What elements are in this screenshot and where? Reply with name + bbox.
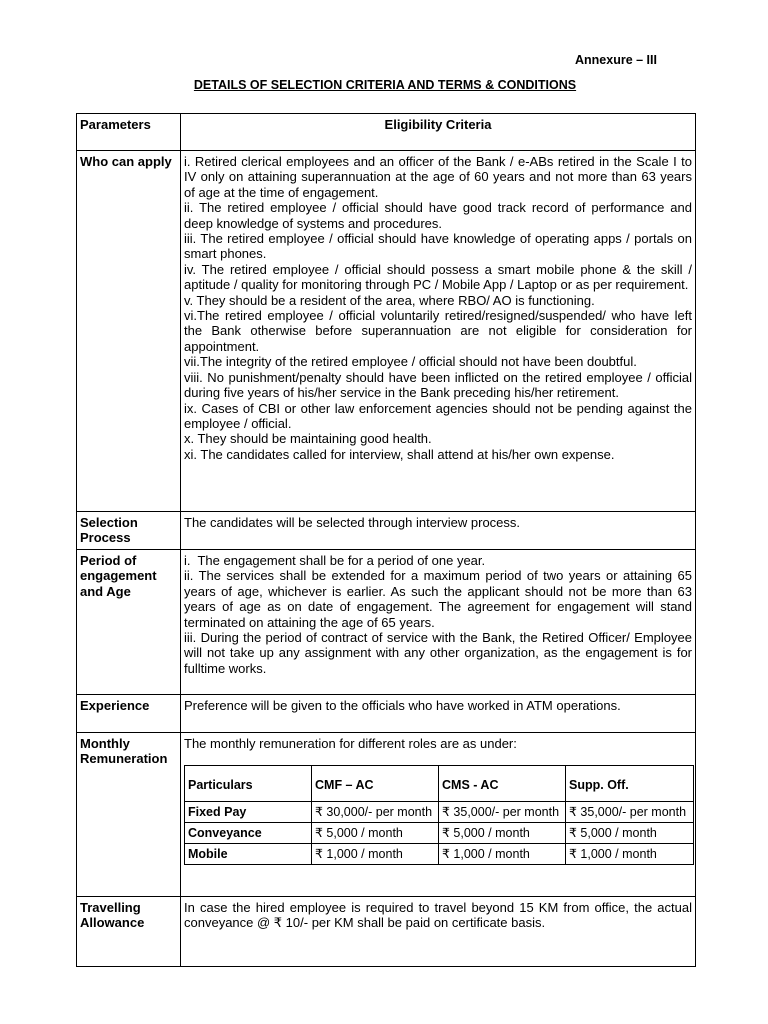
table-row: [185, 823, 694, 844]
cell: ₹ 5,000 / month: [566, 823, 694, 844]
selection-process-text: The candidates will be selected through interview process.: [181, 512, 696, 550]
travelling-label: Travelling Allowance: [77, 897, 181, 967]
list-item: x. They should be maintaining good health.: [184, 431, 432, 447]
cell: ₹ 35,000/- per month: [439, 802, 566, 823]
cell: ₹ 5,000 / month: [439, 823, 566, 844]
row-label-fixed-pay: Fixed Pay: [185, 802, 312, 823]
col-cms-ac: CMS - AC: [439, 766, 566, 802]
remuneration-row: [77, 733, 696, 897]
list-item: ix. Cases of CBI or other law enforcement agencies should not be pending against the employee / official.: [184, 400, 692, 431]
period-row: [77, 550, 696, 695]
selection-process-label: Selection Process: [77, 512, 181, 550]
list-item: vi.The retired employee / official voluntarily retired/resigned/suspended/ who have left the Bank otherwise before superannuation are not eligible for consideration for appointment.: [184, 308, 692, 354]
cell: ₹ 1,000 / month: [312, 844, 439, 865]
cell: ₹ 5,000 / month: [312, 823, 439, 844]
remuneration-header-row: [185, 766, 694, 802]
remuneration-table: [184, 765, 694, 865]
travelling-text: In case the hired employee is required to travel beyond 15 KM from office, the actual conveyance @ ₹ 10/- per KM shall be paid on certificate basis.: [181, 897, 696, 967]
cell: ₹ 1,000 / month: [439, 844, 566, 865]
col-cmf-ac: CMF – AC: [312, 766, 439, 802]
experience-text: Preference will be given to the officials who have worked in ATM operations.: [181, 695, 696, 733]
cell: ₹ 35,000/- per month: [566, 802, 694, 823]
row-label-conveyance: Conveyance: [185, 823, 312, 844]
list-item: iii. The retired employee / official should have knowledge of operating apps / portals on smart phones.: [184, 231, 692, 262]
list-item: ii. The services shall be extended for a maximum period of two years or attaining 65 years of age, whichever is earlier. As such the applicant should not be more than 63 years of age as on date of engagement. The agreement for engagement will stand terminated on attaining the age of 65 years.: [184, 568, 692, 630]
list-item: xi. The candidates called for interview, shall attend at his/her own expense.: [184, 446, 615, 462]
experience-label: Experience: [77, 695, 181, 733]
period-content: [181, 550, 696, 695]
who-can-apply-row: [77, 151, 696, 512]
remuneration-intro: The monthly remuneration for different roles are as under:: [184, 736, 517, 751]
who-can-apply-content: [181, 151, 696, 512]
col-supp-off: Supp. Off.: [566, 766, 694, 802]
list-item: vii.The integrity of the retired employee / official should not have been doubtful.: [184, 354, 637, 370]
table-header-row: [77, 114, 696, 151]
period-label: Period of engagement and Age: [77, 550, 181, 695]
list-item: v. They should be a resident of the area, where RBO/ AO is functioning.: [184, 292, 595, 308]
list-item: viii. No punishment/penalty should have been inflicted on the retired employee / official during five years of his/her service in the Bank preceding his/her retirement.: [184, 369, 692, 401]
list-item: iv. The retired employee / official should possess a smart mobile phone & the skill / aptitude / quality for monitoring through PC / Mobile App / Laptop or as per requirement.: [184, 261, 692, 293]
row-label-mobile: Mobile: [185, 844, 312, 865]
cell: ₹ 1,000 / month: [566, 844, 694, 865]
list-item: i. The engagement shall be for a period of one year.: [184, 553, 486, 568]
list-item: i. Retired clerical employees and an officer of the Bank / e-ABs retired in the Scale I to IV only on attaining superannuation at the age of 60 years and not more than 63 years of age at the time of engagement.: [184, 154, 692, 200]
table-row: [185, 844, 694, 865]
document-title: DETAILS OF SELECTION CRITERIA AND TERMS & CONDITIONS: [193, 78, 577, 92]
annexure-label: Annexure – III: [575, 53, 657, 67]
parameters-header: Parameters: [77, 114, 181, 151]
experience-row: [77, 695, 696, 733]
table-row: [185, 802, 694, 823]
remuneration-label: Monthly Remuneration: [77, 733, 181, 897]
list-item: ii. The retired employee / official should have good track record of performance and deep knowledge of systems and procedures.: [184, 200, 692, 231]
travelling-row: [77, 897, 696, 967]
who-can-apply-label: Who can apply: [77, 151, 181, 512]
remuneration-content: [181, 733, 696, 897]
col-particulars: Particulars: [185, 766, 312, 802]
selection-process-row: [77, 512, 696, 550]
list-item: iii. During the period of contract of service with the Bank, the Retired Officer/ Employee will not take up any assignment with any other organization, as the engagement is for fulltime works.: [184, 630, 692, 676]
eligibility-header: Eligibility Criteria: [181, 114, 696, 151]
criteria-table: [76, 113, 696, 967]
cell: ₹ 30,000/- per month: [312, 802, 439, 823]
